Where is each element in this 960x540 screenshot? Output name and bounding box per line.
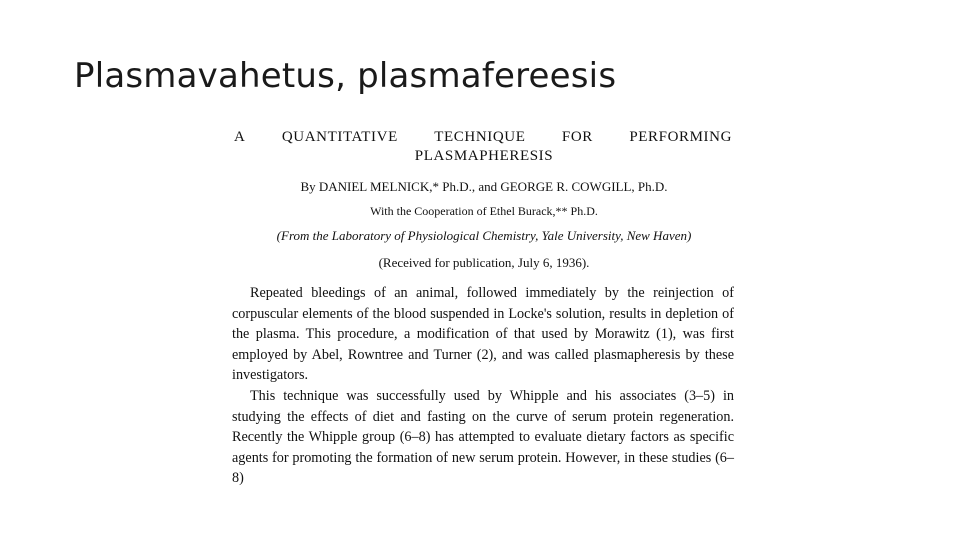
article-title-word: PERFORMING — [629, 129, 732, 145]
article-authors: By DANIEL MELNICK,* Ph.D., and GEORGE R. COWGILL, Ph.D. — [300, 179, 668, 194]
article-paragraph-1: Repeated bleedings of an animal, followed immediately by the reinjection of corpuscular elements of the blood suspended in Locke's solution, results in depletion of the plasma. This procedure, a modification of that used by Morawitz (1), was first employed by Abel, Rowntree and Turner (2), and was called plasmapheresis by these investigators. — [232, 285, 734, 384]
article-title — [232, 128, 736, 166]
scanned-article-image — [232, 124, 736, 520]
article-title-line-1 — [232, 128, 736, 147]
article-title-word: A — [234, 129, 246, 145]
article-cooperation: With the Cooperation of Ethel Burack,** Ph.D. — [370, 204, 598, 218]
article-title-word: TECHNIQUE — [434, 129, 526, 145]
slide-title: Plasmavahetus, plasmafereesis — [74, 56, 617, 96]
article-body — [232, 283, 736, 489]
article-title-word: QUANTITATIVE — [281, 129, 398, 145]
article-title-line-2: PLASMAPHERESIS — [414, 148, 554, 164]
article-affiliation: (From the Laboratory of Physiological Chemistry, Yale University, New Haven) — [276, 228, 692, 243]
article-title-word: FOR — [561, 129, 593, 145]
article-paragraph-2: This technique was successfully used by Whipple and his associates (3–5) in studying the effects of diet and fasting on the curve of serum protein regeneration. Recently the Whipple group (6–8) has attempted to evaluate dietary factors as specific agents for promoting the formation of new serum protein. However, in these studies (6–8) — [232, 387, 734, 487]
article-received-date: (Received for publication, July 6, 1936). — [378, 255, 590, 270]
